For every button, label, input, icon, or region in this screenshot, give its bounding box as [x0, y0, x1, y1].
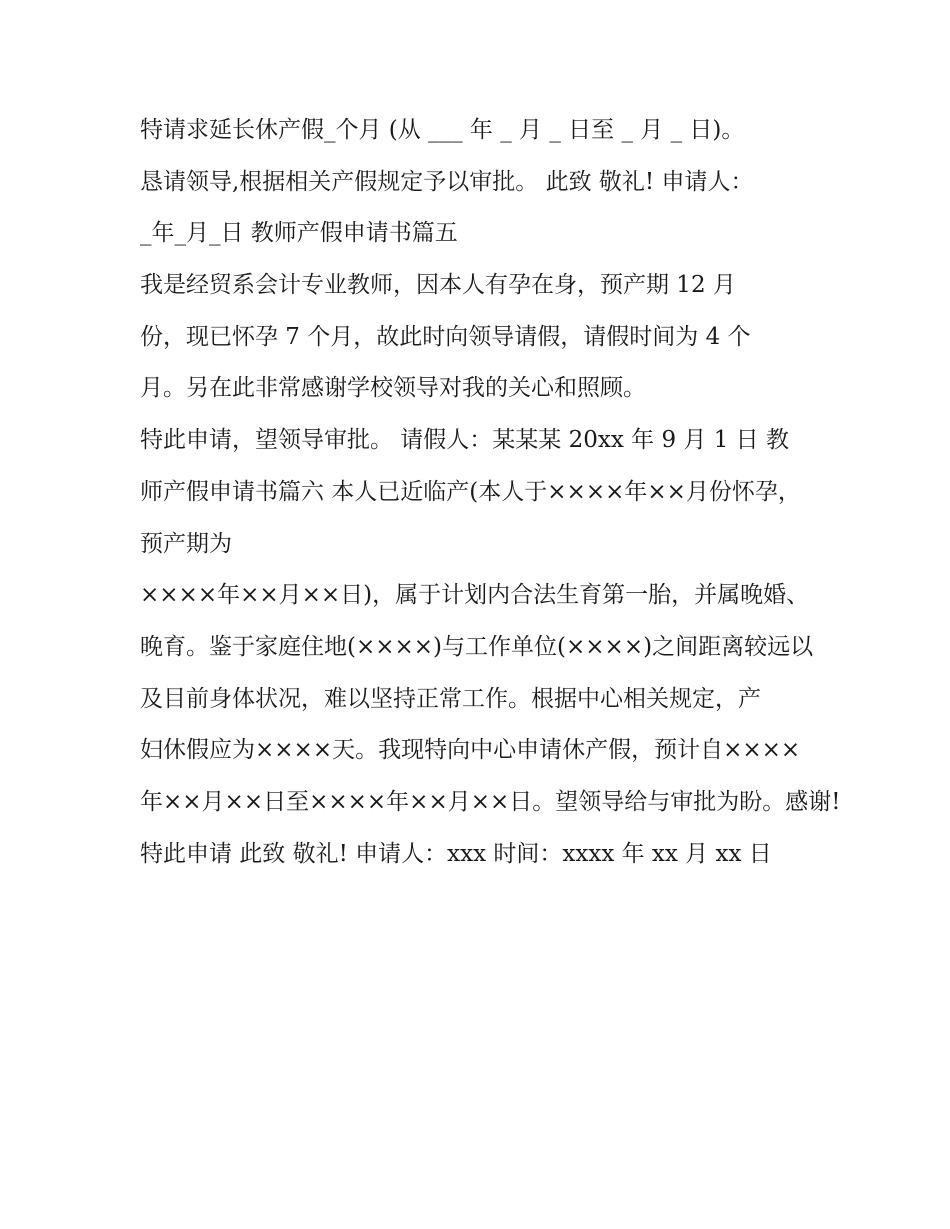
text-line-7: 特此申请，望领导审批。 请假人：某某某 20xx 年 9 月 1 日 教	[140, 427, 789, 454]
text-line-11: 晚育。鉴于家庭住地(××××)与工作单位(××××)之间距离较远以	[140, 633, 814, 660]
text-line-3: _年_月_日 教师产假申请书篇五	[140, 220, 458, 247]
text-line-15: 特此申请 此致 敬礼! 申请人：xxx 时间：xxxx 年 xx 月 xx 日	[140, 840, 772, 867]
text-line-6: 月。另在此非常感谢学校领导对我的关心和照顾。	[140, 375, 646, 402]
text-line-8: 师产假申请书篇六 本人已近临产(本人于××××年××月份怀孕，	[140, 478, 801, 505]
text-line-14: 年××月××日至××××年××月××日。望领导给与审批为盼。感谢!	[140, 788, 841, 815]
text-line-4: 我是经贸系会计专业教师，因本人有孕在身，预产期 12 月	[140, 272, 736, 299]
document-body	[140, 105, 841, 880]
text-line-9: 预产期为	[140, 530, 232, 557]
text-line-5: 份，现已怀孕 7 个月，故此时向领导请假，请假时间为 4 个	[140, 323, 751, 350]
text-line-10: ××××年××月××日)，属于计划内合法生育第一胎，并属晚婚、	[140, 582, 810, 609]
text-line-13: 妇休假应为××××天。我现特向中心申请休产假，预计自××××	[140, 737, 801, 764]
text-line-1: 特请求延长休产假_个月 (从 ___ 年 _ 月 _ 日至 _ 月 _ 日)。	[140, 117, 745, 143]
text-line-12: 及目前身体状况，难以坚持正常工作。根据中心相关规定，产	[140, 685, 761, 712]
text-line-2: 恳请领导,根据相关产假规定予以审批。 此致 敬礼! 申请人：	[140, 168, 754, 195]
